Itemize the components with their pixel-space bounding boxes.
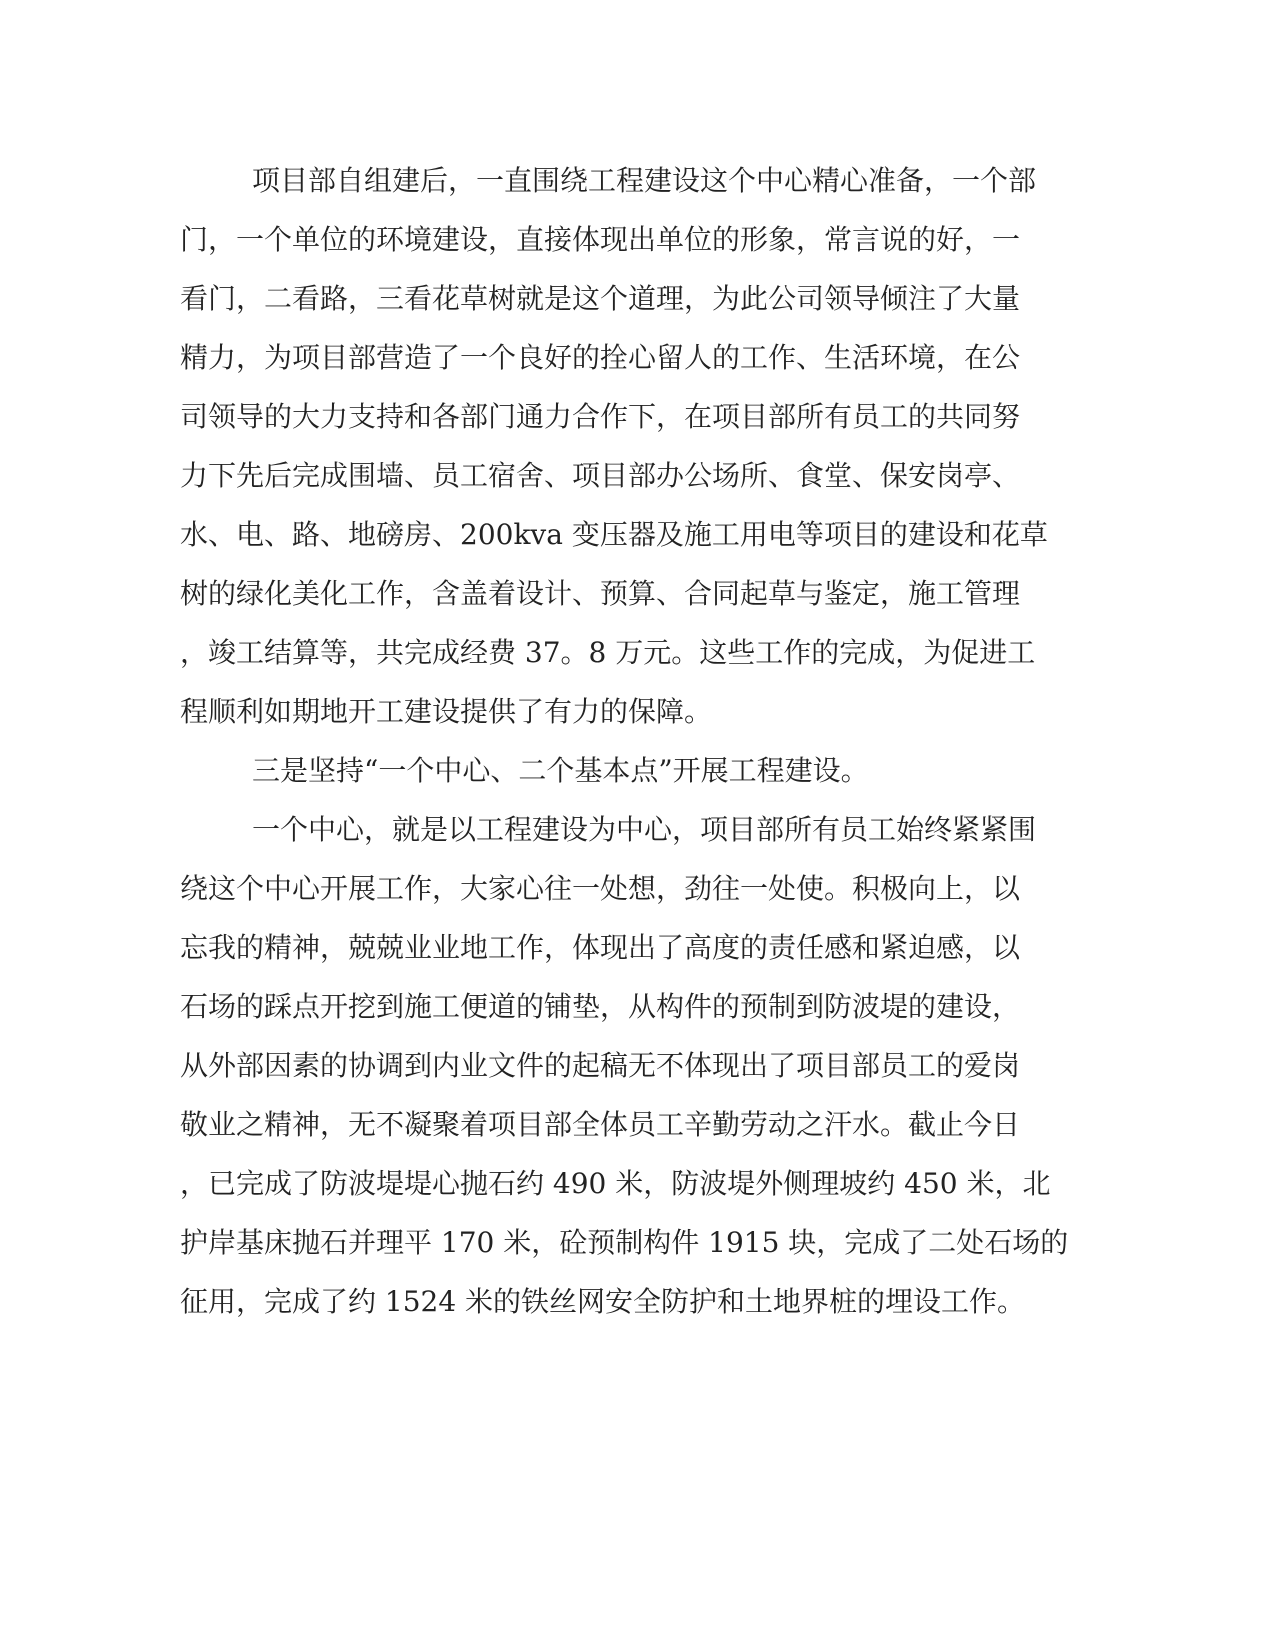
- text-line: 门，一个单位的环境建设，直接体现出单位的形象，常言说的好，一: [180, 223, 1021, 256]
- text-line: 忘我的精神，兢兢业业地工作，体现出了高度的责任感和紧迫感，以: [180, 931, 1021, 964]
- text-line: 护岸基床抛石并理平 170 米，砼预制构件 1915 块，完成了二处石场的: [180, 1226, 1069, 1259]
- text-line: 三是坚持“一个中心、二个基本点”开展工程建设。: [252, 754, 869, 787]
- text-line: ，已完成了防波堤堤心抛石约 490 米，防波堤外侧理坡约 450 米，北: [180, 1167, 1051, 1200]
- text-line: 树的绿化美化工作，含盖着设计、预算、合同起草与鉴定，施工管理: [180, 577, 1021, 610]
- text-line: 程顺利如期地开工建设提供了有力的保障。: [180, 695, 713, 728]
- text-line: 看门，二看路，三看花草树就是这个道理，为此公司领导倾注了大量: [180, 282, 1021, 315]
- text-line: 水、电、路、地磅房、200kva 变压器及施工用电等项目的建设和花草: [180, 518, 1048, 551]
- text-line: ，竣工结算等，共完成经费 37。8 万元。这些工作的完成，为促进工: [180, 636, 1036, 669]
- text-line: 敬业之精神，无不凝聚着项目部全体员工辛勤劳动之汗水。截止今日: [180, 1108, 1021, 1141]
- text-line: 从外部因素的协调到内业文件的起稿无不体现出了项目部员工的爱岗: [180, 1049, 1021, 1082]
- text-line: 精力，为项目部营造了一个良好的拴心留人的工作、生活环境，在公: [180, 341, 1021, 374]
- text-line: 力下先后完成围墙、员工宿舍、项目部办公场所、食堂、保安岗亭、: [180, 459, 1021, 492]
- text-line: 项目部自组建后，一直围绕工程建设这个中心精心准备，一个部: [252, 164, 1037, 197]
- text-line: 石场的踩点开挖到施工便道的铺垫，从构件的预制到防波堤的建设，: [180, 990, 1021, 1023]
- text-line: 征用，完成了约 1524 米的铁丝网安全防护和土地界桩的埋设工作。: [180, 1285, 1026, 1318]
- text-line: 一个中心，就是以工程建设为中心，项目部所有员工始终紧紧围: [252, 813, 1037, 846]
- text-line: 绕这个中心开展工作，大家心往一处想，劲往一处使。积极向上，以: [180, 872, 1021, 905]
- text-line: 司领导的大力支持和各部门通力合作下，在项目部所有员工的共同努: [180, 400, 1021, 433]
